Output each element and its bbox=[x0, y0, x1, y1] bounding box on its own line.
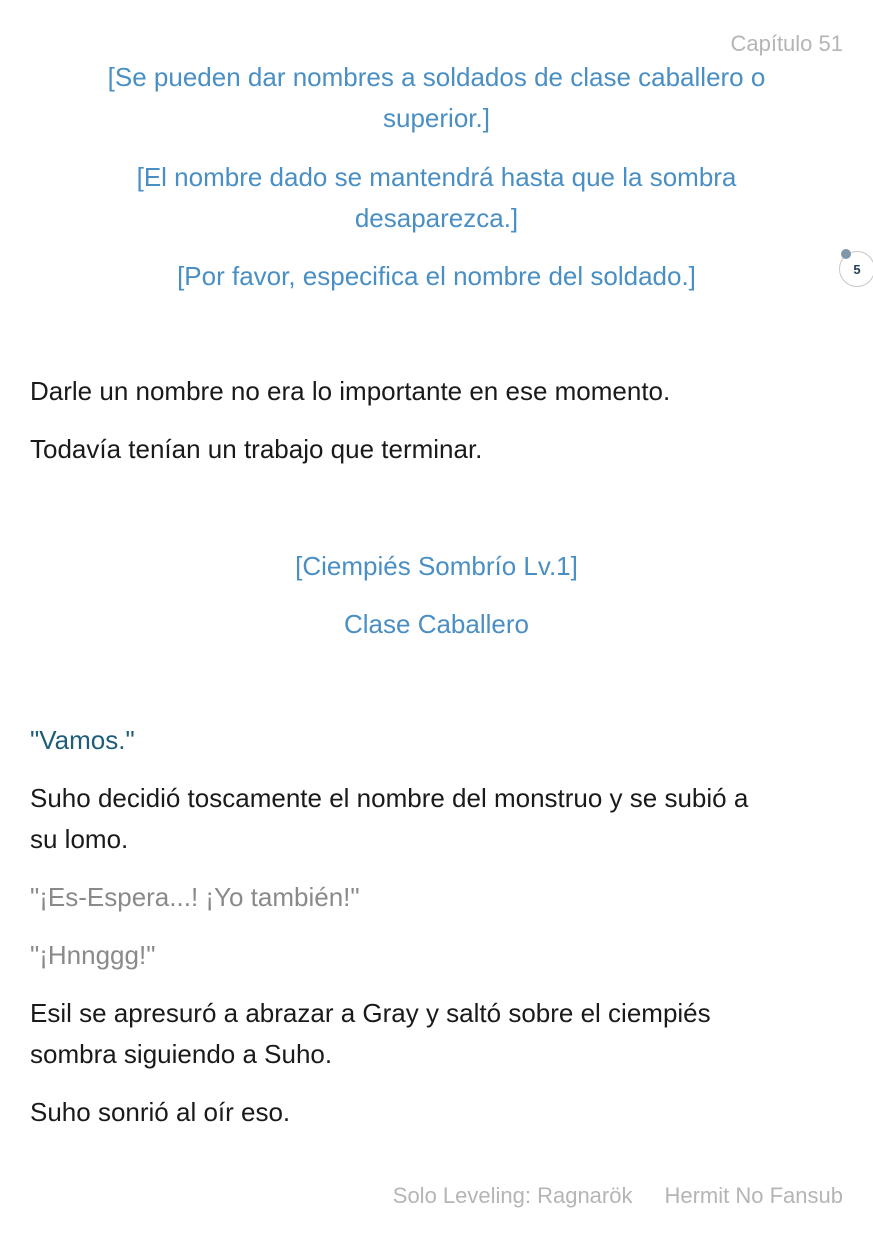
dialogue-line: "Vamos." bbox=[30, 725, 135, 755]
system-message-line: [Se pueden dar nombres a soldados de clase caballero o bbox=[107, 62, 766, 92]
paragraph bbox=[30, 778, 830, 860]
status-window-class: Clase Caballero bbox=[344, 609, 529, 639]
dialogue-line: "¡Hnnggg!" bbox=[30, 940, 156, 970]
system-message-persist bbox=[30, 157, 843, 239]
bookmark-dot-icon bbox=[841, 249, 851, 259]
paragraph-line: Esil se apresuró a abrazar a Gray y saltó sobre el ciempiés bbox=[30, 998, 711, 1028]
status-window-name: [Ciempiés Sombrío Lv.1] bbox=[295, 551, 578, 581]
paragraph-line: sombra siguiendo a Suho. bbox=[30, 1039, 333, 1069]
paragraph: Darle un nombre no era lo importante en ese momento. bbox=[30, 376, 671, 406]
dialogue-line: "¡Es-Espera...! ¡Yo también!" bbox=[30, 882, 360, 912]
paragraph: Suho sonrió al oír eso. bbox=[30, 1097, 291, 1127]
page-footer bbox=[393, 1183, 843, 1209]
system-message-naming bbox=[30, 57, 843, 139]
paragraph-line: su lomo. bbox=[30, 824, 129, 854]
chapter-label: Capítulo 51 bbox=[730, 31, 843, 56]
paragraph-line: Suho decidió toscamente el nombre del monstruo y se subió a bbox=[30, 783, 749, 813]
system-message-line: desaparezca.] bbox=[354, 203, 519, 233]
system-message-line: [El nombre dado se mantendrá hasta que la sombra bbox=[136, 162, 737, 192]
footer-translator: Hermit No Fansub bbox=[664, 1183, 843, 1208]
footer-book-title: Solo Leveling: Ragnarök bbox=[392, 1183, 633, 1208]
system-message-specify: [Por favor, especifica el nombre del soldado.] bbox=[177, 261, 696, 291]
page-number-badge[interactable]: 5 bbox=[839, 251, 873, 287]
system-message-line: superior.] bbox=[383, 103, 490, 133]
paragraph: Todavía tenían un trabajo que terminar. bbox=[30, 434, 483, 464]
paragraph bbox=[30, 993, 830, 1075]
